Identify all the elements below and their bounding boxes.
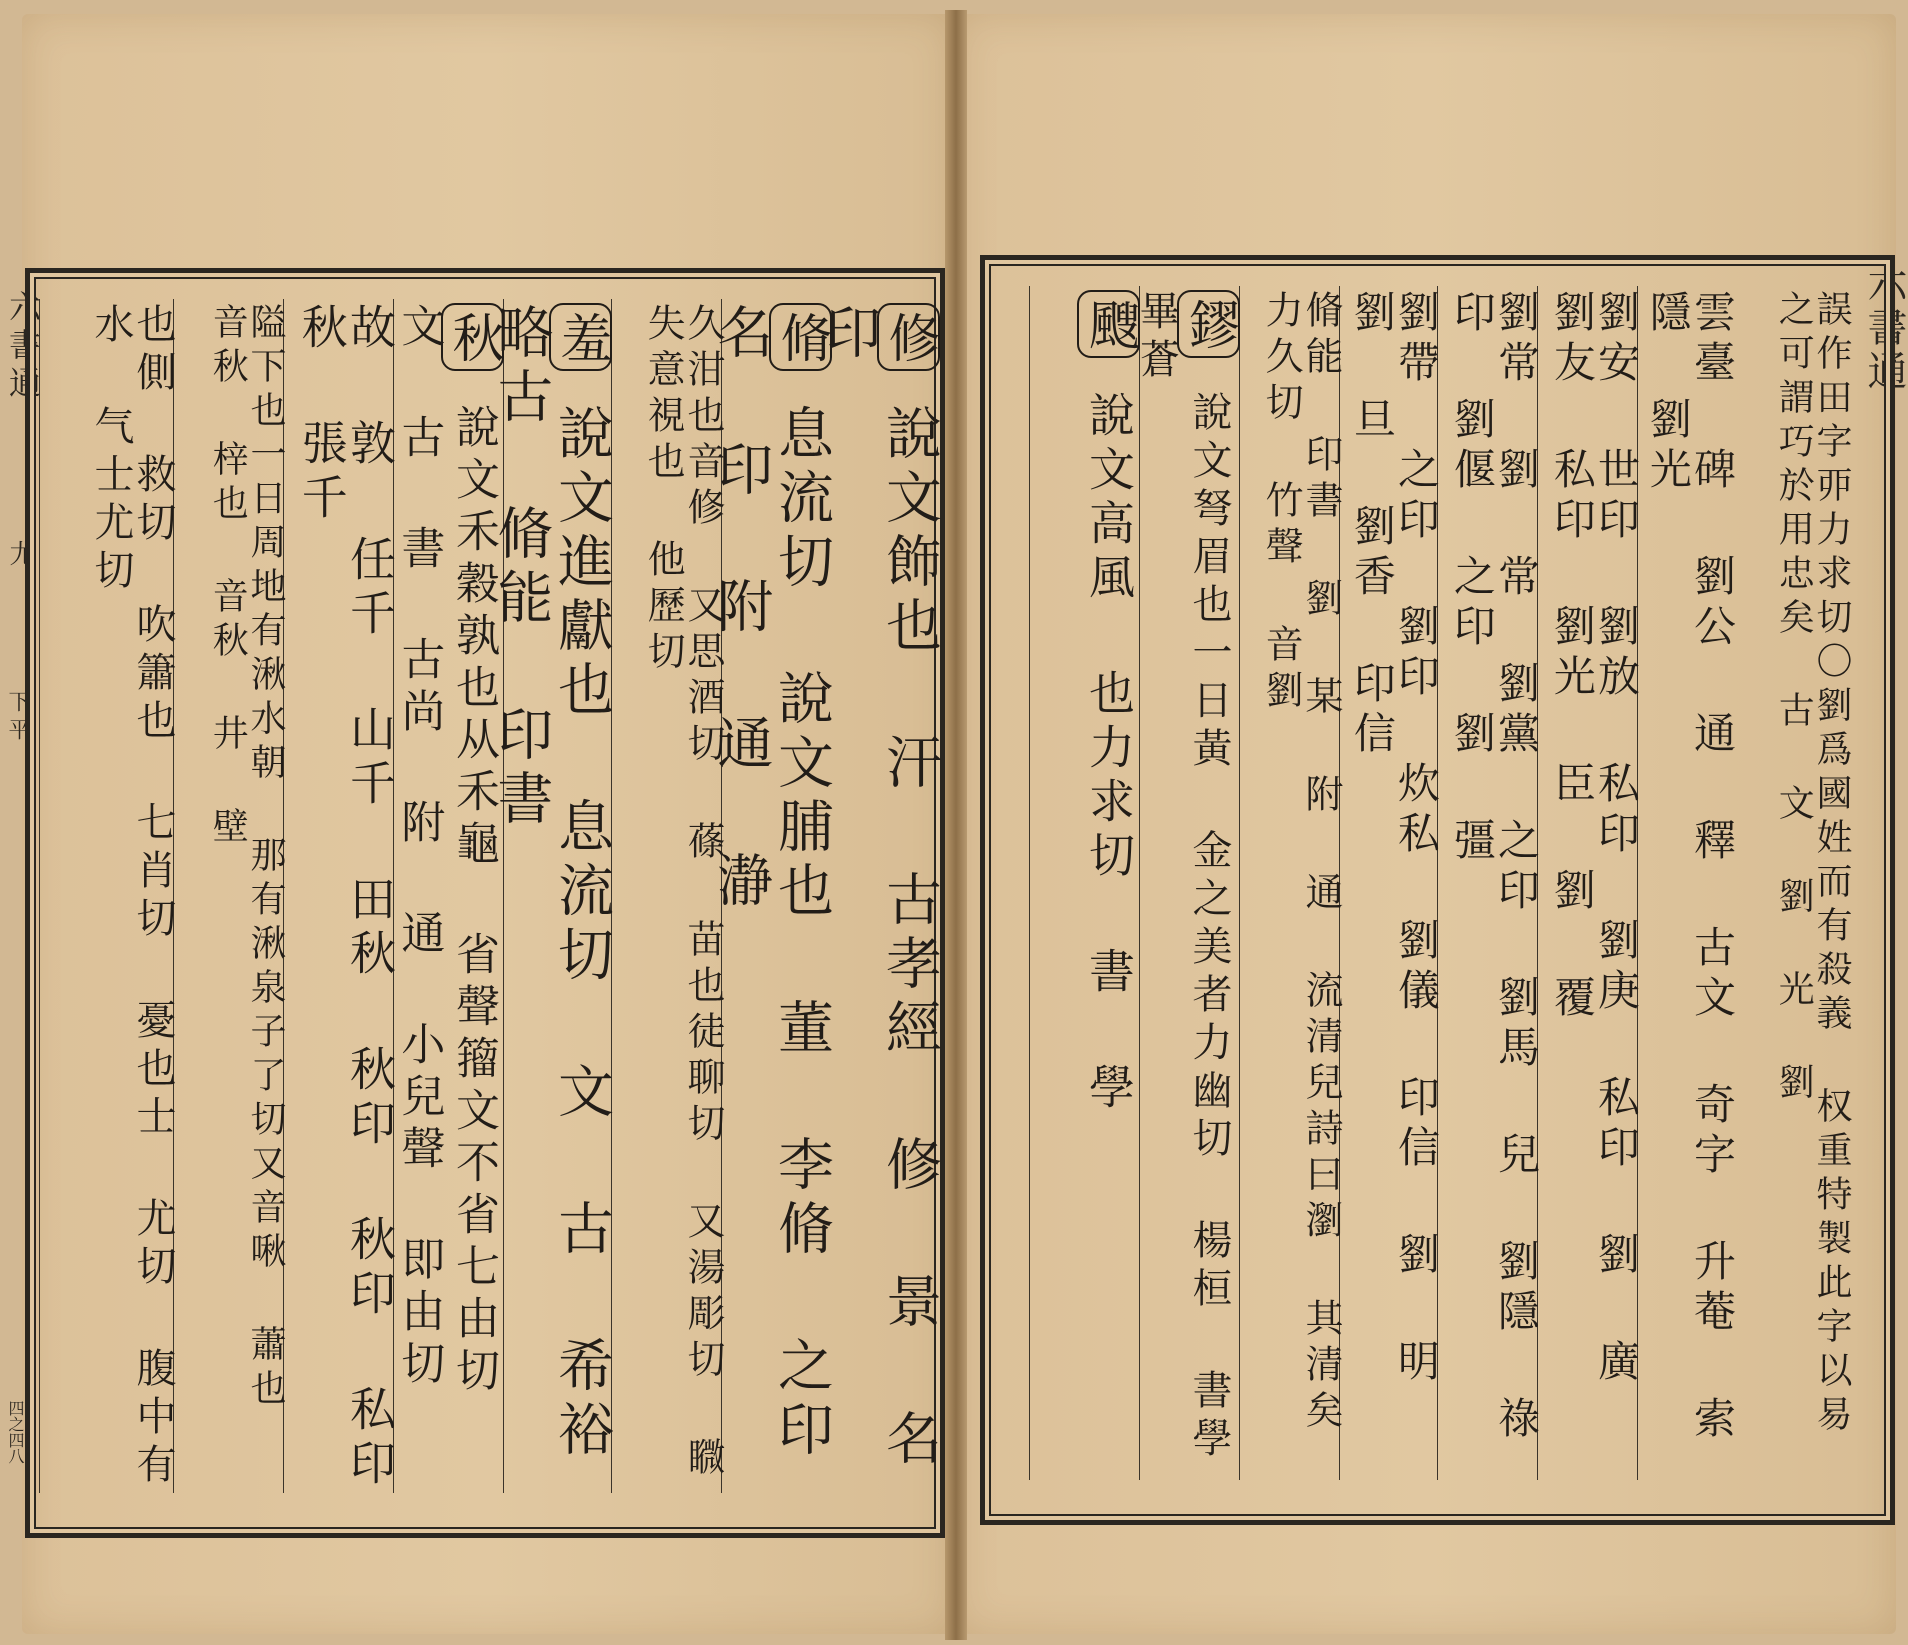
column-text: 脩能 印書 劉 某 附 通 流清兒詩曰瀏 其清矣力久切 竹聲 音劉 bbox=[1259, 290, 1343, 1436]
column-head-char: 脩 bbox=[769, 303, 832, 371]
column-text: 久泔也音修 又思酒切 蓧 苗也徒聊切 又湯彫切 矀 失意視也 他歷切 bbox=[641, 303, 725, 1483]
left-column-4 bbox=[488, 299, 614, 1493]
column-text: 說文飾也 汗 古孝經 修 景 名印 bbox=[816, 303, 942, 1473]
column-head-char: 颼 bbox=[1077, 290, 1140, 358]
column-text: 劉安 世印 劉放 私印 劉庚 私印 劉 廣 劉友 私印 劉光 臣 劉 覆 bbox=[1547, 290, 1641, 1389]
right-column-2 bbox=[1637, 286, 1737, 1480]
right-column-3 bbox=[1537, 286, 1641, 1480]
left-column-5 bbox=[393, 299, 504, 1493]
column-text: 說文禾穀孰也从禾龜 省聲籀文不省七由切 文 古 書 古尚 附 通 小兒聲 即由切 bbox=[393, 303, 499, 1399]
left-column-7 bbox=[173, 299, 284, 1493]
column-head-char: 羞 bbox=[549, 303, 612, 371]
column-text: 劉常 劉 常 劉黨 之印 劉馬 兒 劉隱 祿印 劉偃 之印 劉 彊 bbox=[1447, 290, 1541, 1446]
left-column-8 bbox=[39, 299, 174, 1493]
column-text: 說文進獻也 息流切 文 古 希裕 略古 脩能 印書 bbox=[488, 303, 614, 1464]
right-text-frame bbox=[980, 255, 1895, 1525]
column-text: 雲臺 碑 劉公 通 釋 古文 奇字 升菴 索隱 劉光 bbox=[1643, 290, 1737, 1446]
left-margin-rhyme: 尤 bbox=[5, 540, 35, 572]
left-column-1 bbox=[816, 299, 942, 1493]
right-column-5 bbox=[1339, 286, 1441, 1480]
column-text: 息流切 說文脯也 董 李脩 之印 名 印 附 通 瀞 bbox=[708, 303, 834, 1464]
right-column-7 bbox=[1133, 286, 1240, 1480]
left-margin-title: 六書通 bbox=[4, 290, 42, 404]
column-text: 說文弩眉也一日黃 金之美者力幽切 楊桓 書學 畢蒼 bbox=[1133, 290, 1232, 1465]
right-column-4 bbox=[1437, 286, 1541, 1480]
column-text: 故 敦 任千 山千 田秋 秋印 秋印 私印 秋 張千 bbox=[294, 303, 397, 1493]
left-column-6 bbox=[283, 299, 397, 1493]
column-text: 誤作田字丣力求切〇劉爲國姓而有殺義 权重特製此字以易之可謂巧於用忠矣 古 文 劉 光 劉 bbox=[1773, 290, 1852, 1439]
column-text: 也側 救切 吹簫也 七肖切 憂也士 尤切 腹中有水 气士尤切 bbox=[88, 303, 176, 1491]
right-column-8 bbox=[1029, 286, 1140, 1480]
column-text: 隘下也一日周地有湫水朝 那有湫泉子了切又音啾 蕭也 音秋 梓也 音秋 井 壁 bbox=[207, 303, 286, 1413]
left-margin-tone: 下平 bbox=[5, 690, 30, 746]
column-head-char: 修 bbox=[877, 303, 940, 371]
right-column-1 bbox=[1734, 286, 1850, 1480]
right-margin-title: 六書通 bbox=[1861, 262, 1907, 394]
left-folio: 四之四八 bbox=[6, 1400, 25, 1464]
column-head-char: 秋 bbox=[441, 303, 504, 371]
column-text: 劉帶 之印 劉印 炊私 劉儀 印信 劉 明 劉 旦 劉香 印信 bbox=[1347, 290, 1441, 1389]
left-column-3 bbox=[611, 299, 725, 1493]
column-text: 說文高風 也力求切 書 學 bbox=[1082, 391, 1136, 1117]
column-head-char: 鏐 bbox=[1177, 290, 1240, 358]
right-column-6 bbox=[1239, 286, 1343, 1480]
book-gutter bbox=[945, 10, 967, 1640]
left-text-frame bbox=[25, 268, 945, 1538]
left-column-2 bbox=[708, 299, 834, 1493]
